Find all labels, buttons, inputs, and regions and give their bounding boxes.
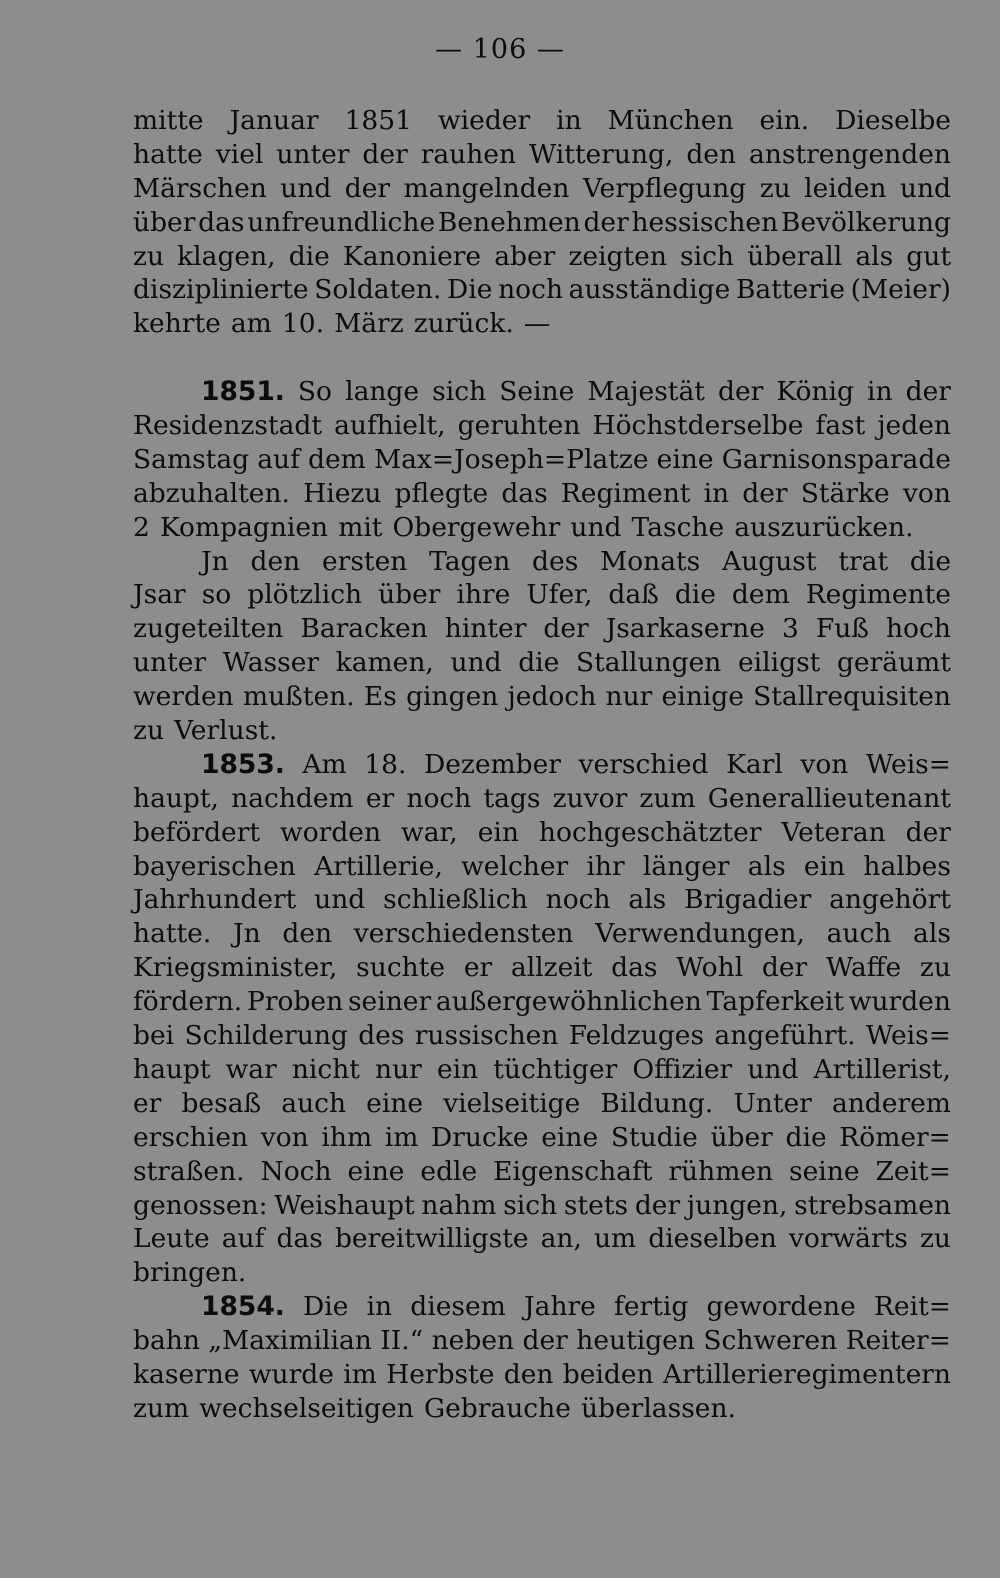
text-line: straßen. Noch eine edle Eigenschaft rühmen seine Zeit= [133,1155,951,1187]
text-line: 1853. Am 18. Dezember verschied Karl von Weis= [201,748,951,780]
text-line: zugeteilten Baracken hinter der Jsarkaserne 3 Fuß hoch [133,613,951,645]
text-line: Jsar so plötzlich über ihre Ufer, daß die dem Regimente [133,579,951,611]
text-line: 1854. Die in diesem Jahre fertig gewordene Reit= [201,1291,951,1323]
body-text [133,104,951,1426]
text-line: Residenzstadt aufhielt, geruhten Höchstderselbe fast jeden [133,410,951,442]
text-line: fördern. Proben seiner außergewöhnlichen Tapferkeit wurden [133,986,951,1018]
text-line: disziplinierte Soldaten. Die noch ausständige Batterie (Meier) [133,274,951,306]
text-line: bei Schilderung des russischen Feldzuges angeführt. Weis= [133,1020,951,1052]
text-line: Kriegsminister, suchte er allzeit das Wohl der Waffe zu [133,952,951,984]
text-line: 1851. So lange sich Seine Majestät der König in der [201,376,951,408]
text-line: Leute auf das bereitwilligste an, um dieselben vorwärts zu [133,1223,951,1255]
text-line: kaserne wurde im Herbste den beiden Artillerieregimentern [133,1358,951,1390]
text-line: befördert worden war, ein hochgeschätzter Veteran der [133,816,951,848]
text-line: Märschen und der mangelnden Verpflegung zu leiden und [133,172,951,204]
text-line: hatte. Jn den verschiedensten Verwendungen, auch als [133,918,951,950]
text-line: bayerischen Artillerie, welcher ihr länger als ein halbes [133,850,951,882]
text-line: Samstag auf dem Max=Joseph=Platze eine Garnisonsparade [133,443,951,475]
paragraph-gap [133,341,951,375]
text-line: Jn den ersten Tagen des Monats August trat die [201,545,951,577]
text-line: über das unfreundliche Benehmen der hessischen Bevölkerung [133,206,951,238]
text-line: haupt war nicht nur ein tüchtiger Offizier und Artillerist, [133,1053,951,1085]
text-line: bahn „Maximilian II.“ neben der heutigen Schweren Reiter= [133,1325,951,1357]
text-line: kehrte am 10. März zurück. — [133,308,551,340]
text-line: zu Verlust. [133,715,278,747]
paragraph [133,748,951,1290]
text-line: haupt, nachdem er noch tags zuvor zum Generallieutenant [133,782,951,814]
text-line: werden mußten. Es gingen jedoch nur einige Stallrequisiten [133,681,951,713]
text-line: bringen. [133,1257,247,1289]
text-line: erschien von ihm im Drucke eine Studie über die Römer= [133,1121,951,1153]
paragraph [133,1290,951,1426]
text-line: er besaß auch eine vielseitige Bildung. Unter anderem [133,1087,951,1119]
text-line: zu klagen, die Kanoniere aber zeigten sich überall als gut [133,240,951,272]
text-line: abzuhalten. Hiezu pflegte das Regiment in der Stärke von [133,477,951,509]
text-line: 2 Kompagnien mit Obergewehr und Tasche auszurücken. [133,511,914,543]
text-line: genossen: Weishaupt nahm sich stets der jungen, strebsamen [133,1189,951,1221]
text-line: zum wechselseitigen Gebrauche überlassen. [133,1392,736,1424]
paragraph [133,375,951,544]
page-number: — 106 — [435,34,565,65]
text-line: unter Wasser kamen, und die Stallungen eiligst geräumt [133,647,951,679]
paragraph [133,545,951,748]
text-line: mitte Januar 1851 wieder in München ein. Dieselbe [133,105,951,136]
text-line: Jahrhundert und schließlich noch als Brigadier angehört [133,884,951,916]
paragraph [133,104,951,341]
text-line: hatte viel unter der rauhen Witterung, den anstrengenden [133,138,951,170]
